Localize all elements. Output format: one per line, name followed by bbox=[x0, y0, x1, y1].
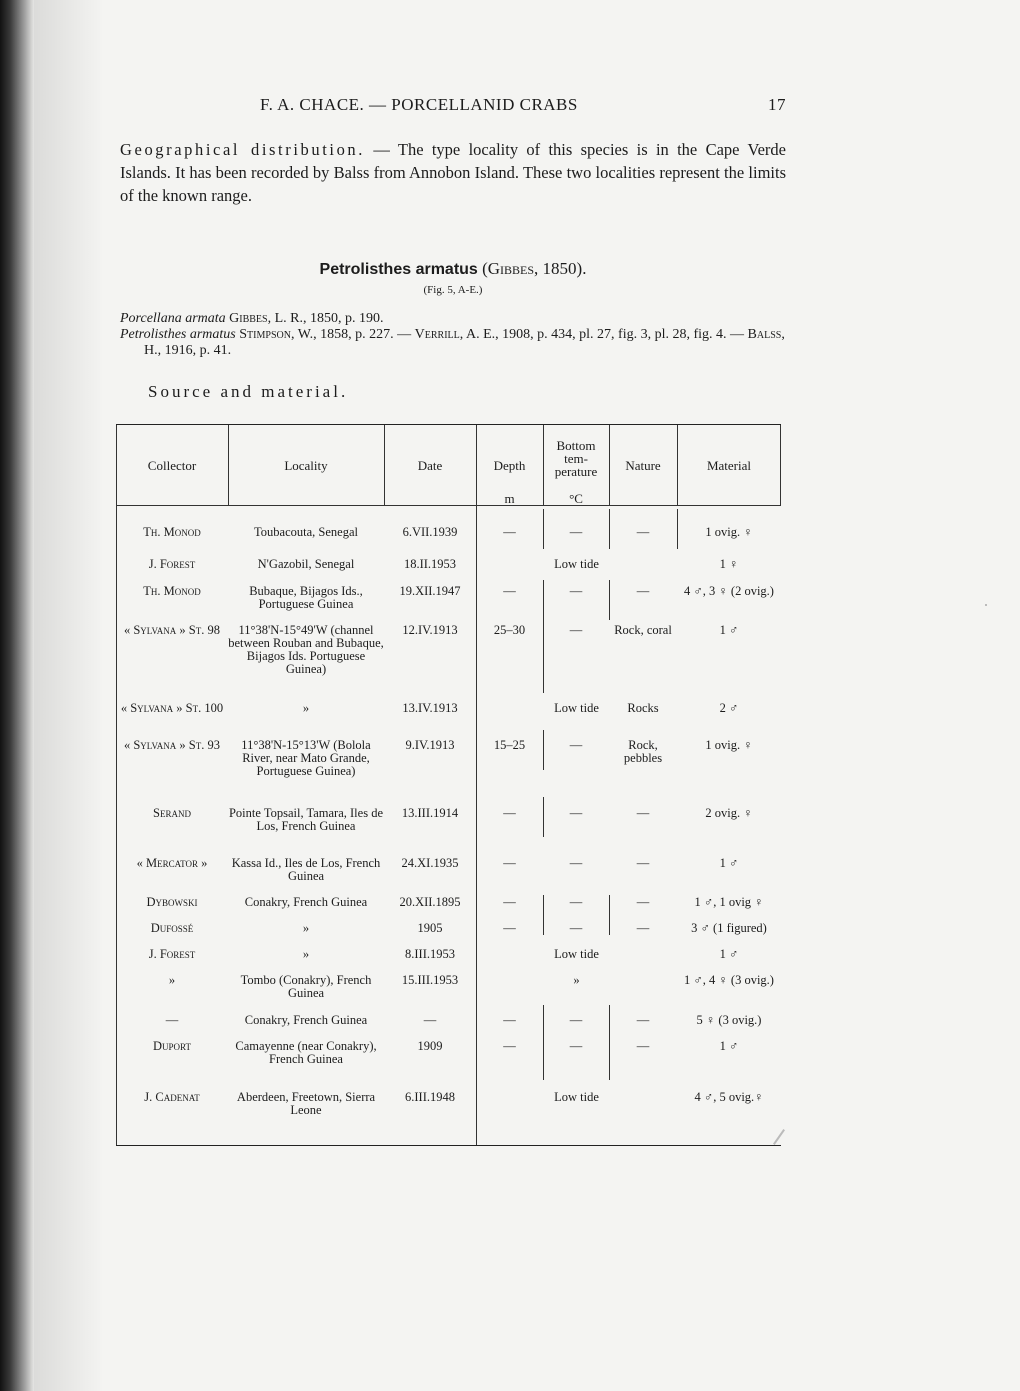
synonym-ref: , L. R., 1850, p. 190. bbox=[267, 311, 384, 326]
col-header-collector: Collector bbox=[147, 458, 197, 473]
synonymy-list bbox=[120, 311, 786, 359]
cell-collector: J. Forest bbox=[148, 557, 196, 571]
cell-locality: 11°38'N-15°13'W (Bolola River, near Mato Grande, Portuguese Guinea) bbox=[241, 738, 371, 778]
cell-span: Low tide bbox=[554, 947, 599, 961]
cell-depth: — bbox=[503, 1013, 516, 1027]
synonym-ref: , H., 1916, p. 41. bbox=[144, 327, 785, 358]
synonym-author: Balss bbox=[747, 327, 782, 342]
cell-collector: Dufossé bbox=[150, 921, 194, 935]
cell-span: » bbox=[573, 973, 580, 987]
cell-date: 8.III.1953 bbox=[405, 947, 455, 961]
species-open-paren: ( bbox=[477, 259, 488, 278]
cell-material: 1 ovig. ♀ bbox=[705, 738, 753, 752]
synonymy-entry bbox=[120, 327, 786, 359]
distribution-paragraph bbox=[120, 138, 786, 207]
cell-material: 3 ♂ (1 figured) bbox=[691, 921, 767, 935]
cell-date: 6.VII.1939 bbox=[402, 525, 458, 539]
cell-depth: — bbox=[503, 584, 516, 598]
col-header-locality: Locality bbox=[284, 458, 328, 473]
synonym-name: Porcellana armata bbox=[120, 311, 226, 326]
cell-nature: — bbox=[636, 525, 650, 539]
cell-collector: « Sylvana » St. 98 bbox=[123, 623, 221, 637]
cell-locality: Kassa Id., Iles de Los, French Guinea bbox=[231, 856, 381, 883]
cell-depth: — bbox=[503, 806, 516, 820]
cell-collector: Th. Monod bbox=[143, 525, 201, 539]
synonym-author: Stimpson bbox=[239, 327, 291, 342]
header-title: F. A. CHACE. — PORCELLANID CRABS bbox=[260, 95, 578, 114]
cell-depth: 15–25 bbox=[493, 738, 526, 752]
figure-reference: (Fig. 5, A-E.) bbox=[423, 284, 483, 296]
cell-depth: — bbox=[503, 1039, 516, 1053]
unit-temperature: °C bbox=[569, 491, 583, 506]
col-header-nature: Nature bbox=[625, 458, 661, 473]
cell-span: Low tide bbox=[554, 701, 599, 715]
cell-material: 1 ♂ bbox=[719, 947, 739, 961]
cell-collector: Dybowski bbox=[146, 895, 198, 909]
cell-material: 4 ♂, 5 ovig.♀ bbox=[694, 1090, 764, 1104]
cell-temp: — bbox=[569, 895, 583, 909]
cell-material: 1 ♂ bbox=[719, 1039, 739, 1053]
running-header bbox=[120, 95, 786, 119]
col-header-temperature: Bottom tem- perature bbox=[554, 438, 598, 479]
cell-nature: — bbox=[636, 1013, 650, 1027]
synonym-author: Verrill bbox=[414, 327, 460, 342]
cell-collector: « Mercator » bbox=[136, 856, 208, 870]
cell-collector: Th. Monod bbox=[143, 584, 201, 598]
cell-temp: — bbox=[569, 1013, 583, 1027]
species-name: Petrolisthes armatus bbox=[319, 261, 478, 278]
cell-collector: « Sylvana » St. 100 bbox=[120, 701, 224, 715]
cell-nature: Rocks bbox=[627, 701, 659, 715]
cell-locality: Toubacouta, Senegal bbox=[254, 525, 358, 539]
cell-nature: — bbox=[636, 1039, 650, 1053]
cell-temp: — bbox=[569, 623, 583, 637]
cell-date: 20.XII.1895 bbox=[399, 895, 461, 909]
col-header-depth: Depth bbox=[493, 458, 526, 473]
cell-collector: J. Forest bbox=[148, 947, 196, 961]
cell-locality: N'Gazobil, Senegal bbox=[257, 557, 355, 571]
cell-material: 1 ♀ bbox=[719, 557, 739, 571]
cell-date: 15.III.1953 bbox=[401, 973, 459, 987]
cell-material: 1 ♂ bbox=[719, 623, 739, 637]
cell-depth: 25–30 bbox=[493, 623, 526, 637]
cell-material: 1 ovig. ♀ bbox=[705, 525, 753, 539]
cell-locality: 11°38'N-15°49'W (channel between Rouban and Bubaque, Bijagos Ids. Portuguese Guinea) bbox=[228, 623, 384, 676]
source-heading: Source and material. bbox=[148, 382, 349, 401]
header-rule bbox=[116, 505, 781, 506]
cell-locality: Camayenne (near Conakry), French Guinea bbox=[235, 1039, 377, 1066]
cell-date: — bbox=[423, 1013, 437, 1027]
species-year: , 1850). bbox=[534, 259, 587, 278]
cell-span: Low tide bbox=[554, 1090, 599, 1104]
col-header-date: Date bbox=[417, 458, 443, 473]
cell-date: 18.II.1953 bbox=[403, 557, 457, 571]
synonymy-entry bbox=[120, 311, 786, 327]
cell-temp: — bbox=[569, 1039, 583, 1053]
cell-material: 1 ♂, 4 ♀ (3 ovig.) bbox=[684, 973, 774, 987]
cell-material: 1 ♂, 1 ovig ♀ bbox=[694, 895, 764, 909]
cell-nature: — bbox=[636, 921, 650, 935]
cell-date: 24.XI.1935 bbox=[401, 856, 459, 870]
col-header-material: Material bbox=[706, 458, 752, 473]
cell-temp: — bbox=[569, 584, 583, 598]
synonym-ref: , A. E., 1908, p. 434, pl. 27, fig. 3, pl. 28, fig. 4. — bbox=[459, 327, 748, 342]
cell-date: 13.IV.1913 bbox=[402, 701, 458, 715]
cell-temp: — bbox=[569, 738, 583, 752]
unit-depth: m bbox=[504, 491, 515, 506]
cell-material: 5 ♀ (3 ovig.) bbox=[696, 1013, 762, 1027]
cell-depth: — bbox=[503, 921, 516, 935]
cell-material: 2 ovig. ♀ bbox=[705, 806, 753, 820]
cell-date: 1909 bbox=[417, 1039, 443, 1053]
cell-depth: — bbox=[503, 525, 516, 539]
cell-temp: — bbox=[569, 921, 583, 935]
cell-locality: » bbox=[302, 947, 310, 961]
cell-collector: Duport bbox=[153, 1039, 191, 1053]
cell-locality: » bbox=[302, 921, 310, 935]
synonym-ref: , W., 1858, p. 227. — bbox=[290, 327, 415, 342]
cell-locality: Aberdeen, Freetown, Sierra Leone bbox=[236, 1090, 376, 1117]
synonym-name: Petrolisthes armatus bbox=[120, 327, 236, 342]
distribution-heading: Geographical distribution. bbox=[120, 140, 366, 159]
cell-collector: J. Cadenat bbox=[144, 1090, 200, 1104]
cell-date: 13.III.1914 bbox=[401, 806, 459, 820]
cell-temp: — bbox=[569, 525, 583, 539]
cell-locality: Pointe Topsail, Tamara, Iles de Los, French Guinea bbox=[228, 806, 383, 833]
cell-material: 2 ♂ bbox=[719, 701, 739, 715]
cell-nature: — bbox=[636, 806, 650, 820]
page-number: 17 bbox=[768, 95, 786, 114]
cell-collector: — bbox=[165, 1013, 179, 1027]
cell-date: 19.XII.1947 bbox=[399, 584, 461, 598]
cell-date: 9.IV.1913 bbox=[405, 738, 455, 752]
cell-date: 6.III.1948 bbox=[405, 1090, 455, 1104]
book-spine-shadow bbox=[0, 0, 34, 1391]
species-title bbox=[120, 259, 786, 279]
gutter-shadow bbox=[34, 0, 104, 1391]
distribution-text: — The type locality of this species is in the Cape Verde Islands. It has been recorded by Balss from Annobon Island. These two localities represent the limits of the known range. bbox=[120, 140, 786, 205]
cell-collector: » bbox=[168, 973, 176, 987]
cell-collector: « Sylvana » St. 93 bbox=[123, 738, 221, 752]
synonym-author: Gibbes bbox=[229, 311, 268, 326]
cell-collector: Serand bbox=[153, 806, 191, 820]
cell-nature: — bbox=[636, 584, 650, 598]
species-author: Gibbes bbox=[487, 259, 535, 278]
material-table bbox=[116, 424, 781, 1146]
cell-span: Low tide bbox=[554, 557, 599, 571]
cell-material: 1 ♂ bbox=[719, 856, 739, 870]
cell-depth: — bbox=[503, 895, 516, 909]
cell-temp: — bbox=[569, 806, 583, 820]
scan-mark bbox=[985, 604, 987, 606]
cell-nature: Rock, pebbles bbox=[623, 738, 663, 765]
cell-date: 1905 bbox=[417, 921, 443, 935]
cell-locality: Bubaque, Bijagos Ids., Portuguese Guinea bbox=[249, 584, 363, 611]
cell-locality: Conakry, French Guinea bbox=[244, 895, 368, 909]
cell-depth: — bbox=[503, 856, 516, 870]
cell-nature: — bbox=[636, 895, 650, 909]
cell-temp: — bbox=[569, 856, 583, 870]
cell-nature: Rock, coral bbox=[614, 623, 672, 637]
cell-locality: Conakry, French Guinea bbox=[244, 1013, 368, 1027]
cell-date: 12.IV.1913 bbox=[402, 623, 458, 637]
cell-material: 4 ♂, 3 ♀ (2 ovig.) bbox=[684, 584, 774, 598]
cell-locality: Tombo (Conakry), French Guinea bbox=[240, 973, 372, 1000]
cell-nature: — bbox=[636, 856, 650, 870]
cell-locality: » bbox=[302, 701, 310, 715]
